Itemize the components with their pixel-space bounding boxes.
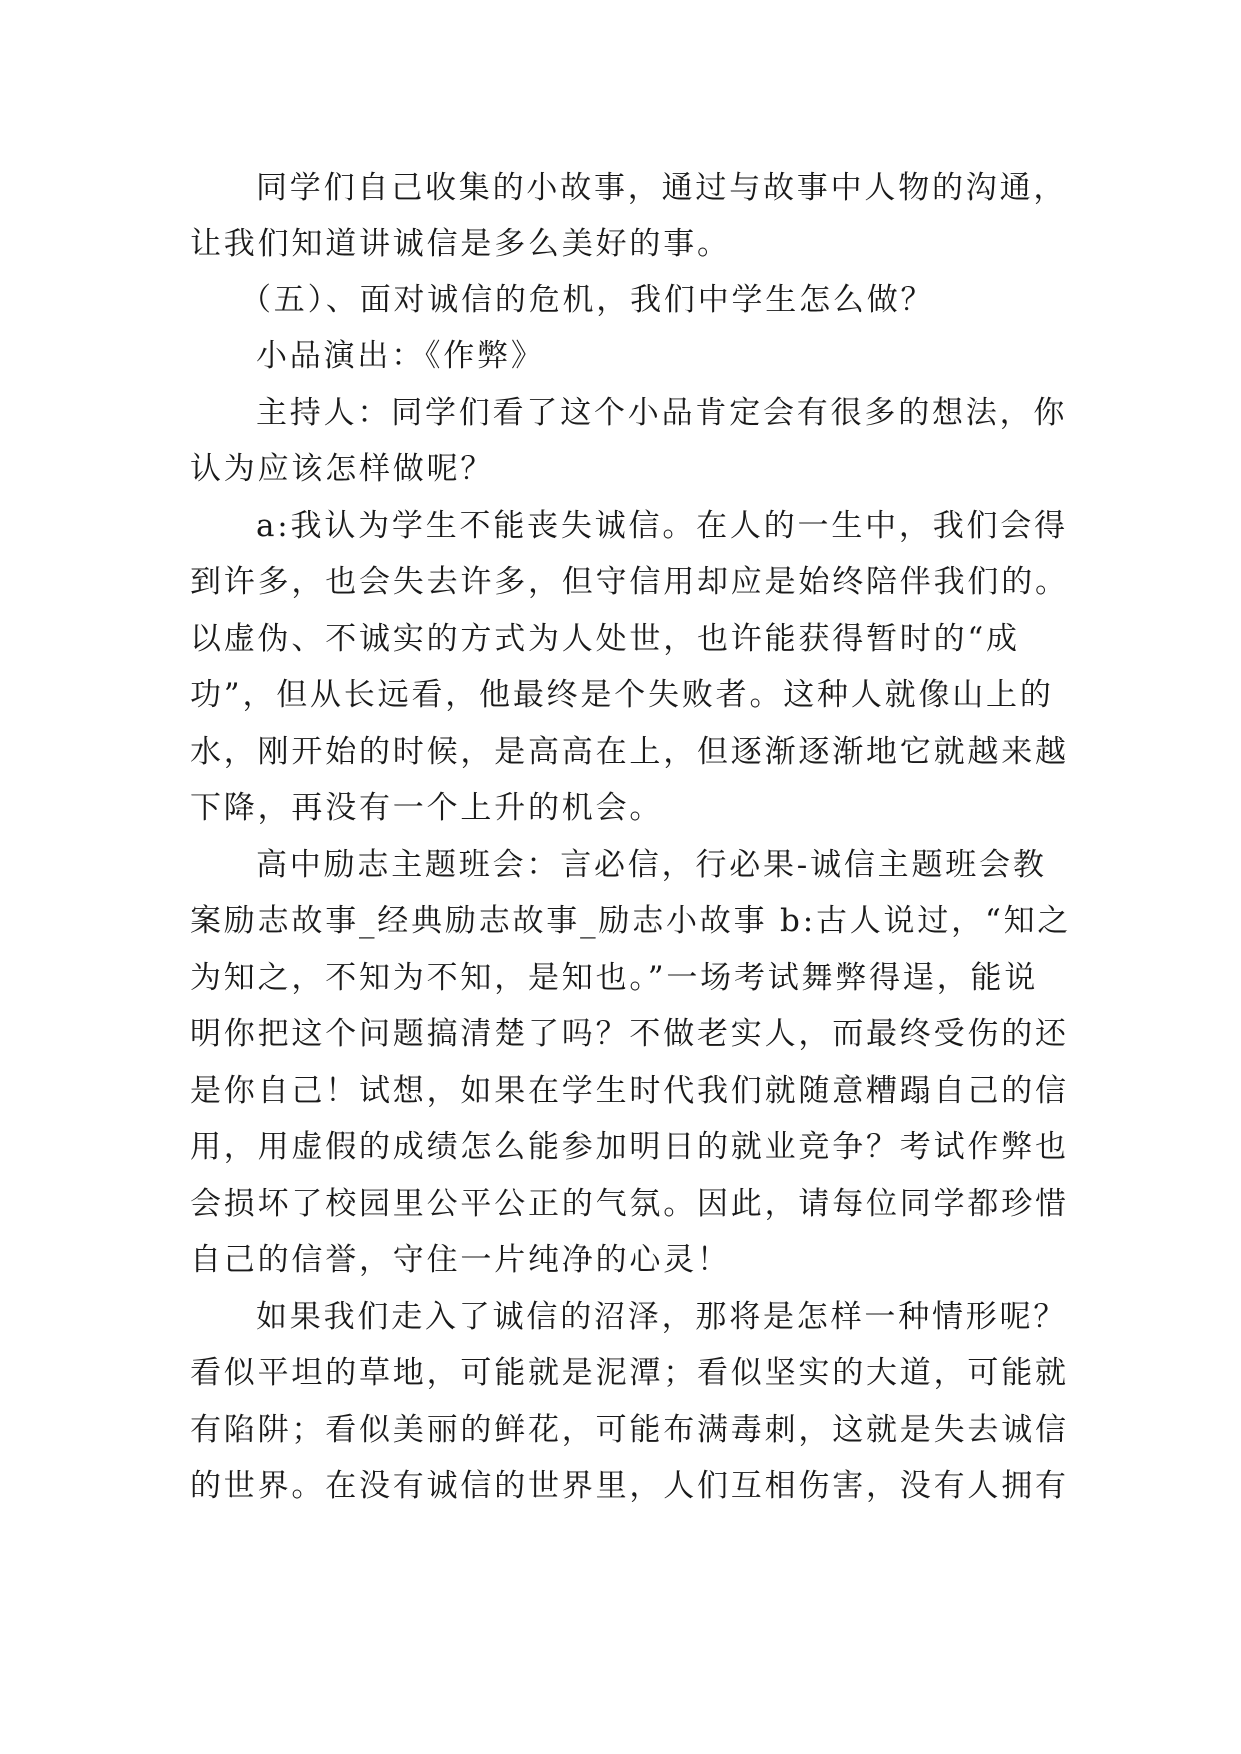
text-line: 小品演出：《作弊》	[256, 338, 545, 374]
text-line: 高中励志主题班会：言必信，行必果-诚信主题班会教	[256, 847, 1047, 883]
text-line: 认为应该怎样做呢？	[190, 451, 495, 487]
text-line: 用，用虚假的成绩怎么能参加明日的就业竞争？考试作弊也	[190, 1129, 1069, 1165]
text-line: 看似平坦的草地，可能就是泥潭；看似坚实的大道，可能就	[190, 1355, 1069, 1391]
text-line: 是你自己！试想，如果在学生时代我们就随意糟蹋自己的信	[190, 1073, 1069, 1109]
text-line: 有陷阱；看似美丽的鲜花，可能布满毒刺，这就是失去诚信	[190, 1412, 1069, 1448]
text-line: a:我认为学生不能丧失诚信。在人的一生中，我们会得	[256, 508, 1068, 544]
text-line: 水，刚开始的时候，是高高在上，但逐渐逐渐地它就越来越	[190, 734, 1069, 770]
text-line: 的世界。在没有诚信的世界里，人们互相伤害，没有人拥有	[190, 1468, 1069, 1504]
text-line: 到许多，也会失去许多，但守信用却应是始终陪伴我们的。	[190, 564, 1069, 600]
text-line: 让我们知道讲诚信是多么美好的事。	[190, 226, 731, 262]
text-line: 如果我们走入了诚信的沼泽，那将是怎样一种情形呢？	[256, 1299, 1068, 1335]
text-line: 会损坏了校园里公平公正的气氛。因此，请每位同学都珍惜	[190, 1186, 1069, 1222]
text-line: 同学们自己收集的小故事，通过与故事中人物的沟通，	[256, 170, 1068, 206]
text-line: 主持人：同学们看了这个小品肯定会有很多的想法，你	[256, 395, 1068, 431]
text-line: 为知之，不知为不知，是知也。”一场考试舞弊得逞，能说	[190, 960, 1039, 996]
text-line: 以虚伪、不诚实的方式为人处世，也许能获得暂时的“成	[190, 621, 1020, 657]
section-heading: （五）、面对诚信的危机，我们中学生怎么做？	[240, 282, 935, 318]
text-line: 自己的信誉，守住一片纯净的心灵！	[190, 1242, 731, 1278]
text-line: 明你把这个问题搞清楚了吗？不做老实人，而最终受伤的还	[190, 1016, 1069, 1052]
text-line: 功”，但从长远看，他最终是个失败者。这种人就像山上的	[190, 677, 1054, 713]
text-line: 下降，再没有一个上升的机会。	[190, 790, 664, 826]
text-line: 案励志故事_经典励志故事_励志小故事 b:古人说过，“知之	[190, 903, 1072, 939]
